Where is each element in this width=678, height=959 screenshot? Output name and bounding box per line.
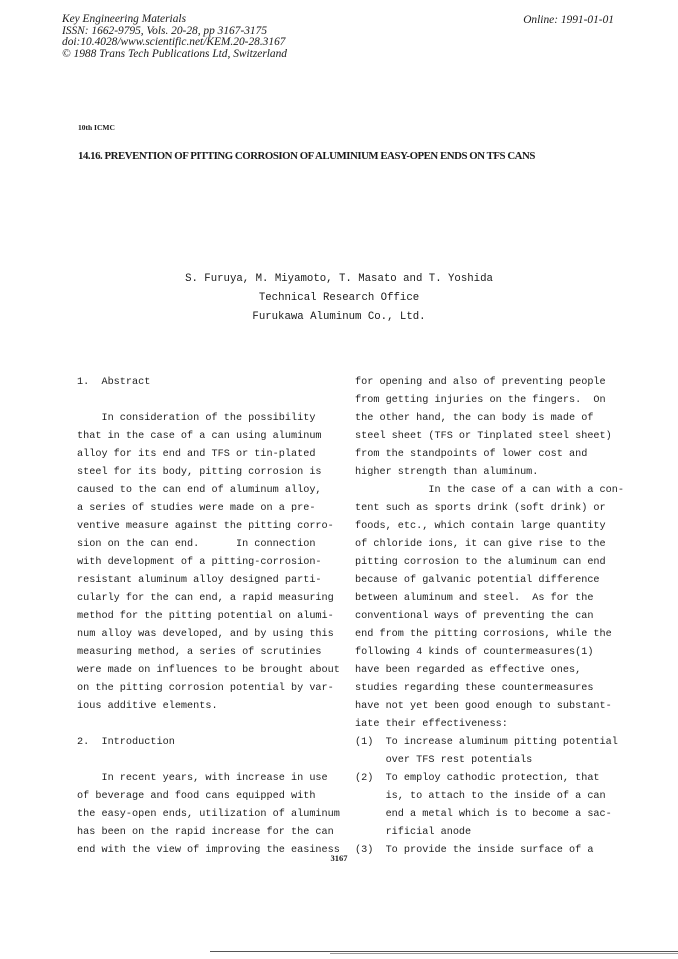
text-line: alloy for its end and TFS or tin-plated	[77, 449, 316, 460]
text-line	[77, 716, 341, 734]
text-line: steel for its body, pitting corrosion is	[77, 467, 322, 478]
text-line: because of galvanic potential difference	[355, 575, 600, 586]
text-line	[77, 752, 341, 770]
text-line: have not yet been good enough to substant-	[355, 701, 612, 712]
text-line: steel sheet (TFS or Tinplated steel sheet)	[355, 431, 612, 442]
page-number: 3167	[330, 853, 348, 863]
text-line: caused to the can end of aluminum alloy,	[77, 485, 322, 496]
text-line: rificial anode	[355, 827, 472, 838]
text-line: 1. Abstract	[77, 377, 151, 388]
text-line: from getting injuries on the fingers. On	[355, 395, 606, 406]
online-date: Online: 1991-01-01	[523, 14, 614, 26]
affiliation: Technical Research Office	[258, 292, 420, 304]
text-line: of beverage and food cans equipped with	[77, 791, 316, 802]
text-line: between aluminum and steel. As for the	[355, 593, 594, 604]
text-line: resistant aluminum alloy designed parti-	[77, 575, 322, 586]
text-line: the easy-open ends, utilization of aluminum	[77, 809, 340, 820]
text-line: foods, etc., which contain large quantity	[355, 521, 606, 532]
text-line: measuring method, a series of scrutinies	[77, 647, 322, 658]
text-line: has been on the rapid increase for the can	[77, 827, 334, 838]
text-line: on the pitting corrosion potential by var-	[77, 683, 334, 694]
text-line: have been regarded as effective ones,	[355, 665, 582, 676]
text-line: cularly for the can end, a rapid measuring	[77, 593, 334, 604]
text-line: a series of studies were made on a pre-	[77, 503, 316, 514]
text-line: that in the case of a can using aluminum	[77, 431, 322, 442]
text-line: end a metal which is to become a sac-	[355, 809, 612, 820]
text-line: the other hand, the can body is made of	[355, 413, 594, 424]
text-line: conventional ways of preventing the can	[355, 611, 594, 622]
conference-label: 10th ICMC	[78, 123, 115, 132]
text-line: (1) To increase aluminum pitting potential	[355, 737, 618, 748]
text-line: for opening and also of preventing people	[355, 377, 606, 388]
text-line: from the standpoints of lower cost and	[355, 449, 588, 460]
right-text-column	[355, 374, 624, 860]
journal-name: Key Engineering Materials	[62, 13, 187, 25]
text-line: higher strength than aluminum.	[355, 467, 539, 478]
text-line: is, to attach to the inside of a can	[355, 791, 606, 802]
text-line: end from the pitting corrosions, while the	[355, 629, 612, 640]
copyright-line: © 1988 Trans Tech Publications Ltd, Switzerland	[62, 47, 287, 60]
text-line: 2. Introduction	[77, 737, 175, 748]
text-line: sion on the can end. In connection	[77, 539, 316, 550]
text-line: tent such as sports drink (soft drink) or	[355, 503, 606, 514]
author-list: S. Furuya, M. Miyamoto, T. Masato and T. Yoshida	[185, 273, 493, 285]
text-line: end with the view of improving the easiness	[77, 845, 340, 856]
journal-header	[62, 14, 287, 60]
text-line: were made on influences to be brought about	[77, 665, 340, 676]
text-line: iate their effectiveness:	[355, 719, 508, 730]
scan-edge-line	[330, 953, 678, 954]
text-line: In consideration of the possibility	[77, 413, 316, 424]
text-line: In the case of a can with a con-	[355, 485, 624, 496]
text-line: of chloride ions, it can give rise to the	[355, 539, 606, 550]
text-line	[77, 392, 341, 410]
text-line: pitting corrosion to the aluminum can end	[355, 557, 606, 568]
left-text-column	[77, 374, 341, 860]
text-line: ious additive elements.	[77, 701, 218, 712]
text-line: num alloy was developed, and by using this	[77, 629, 334, 640]
text-line: over TFS rest potentials	[355, 755, 533, 766]
text-line: In recent years, with increase in use	[77, 773, 328, 784]
scan-edge-line	[210, 951, 678, 952]
text-line: (3) To provide the inside surface of a	[355, 845, 594, 856]
paper-title: 14.16. PREVENTION OF PITTING CORROSION OF ALUMINIUM EASY-OPEN ENDS ON TFS CANS	[78, 150, 535, 162]
company: Furukawa Aluminum Co., Ltd.	[252, 311, 426, 323]
text-line: (2) To employ cathodic protection, that	[355, 773, 600, 784]
text-line: method for the pitting potential on alumi-	[77, 611, 334, 622]
text-line: with development of a pitting-corrosion-	[77, 557, 322, 568]
text-line: studies regarding these countermeasures	[355, 683, 594, 694]
text-line: following 4 kinds of countermeasures(1)	[355, 647, 594, 658]
doi-line: doi:10.4028/www.scientific.net/KEM.20-28.3167	[62, 36, 286, 48]
issn-line: ISSN: 1662-9795, Vols. 20-28, pp 3167-3175	[62, 24, 268, 37]
text-line: ventive measure against the pitting corro-	[77, 521, 334, 532]
